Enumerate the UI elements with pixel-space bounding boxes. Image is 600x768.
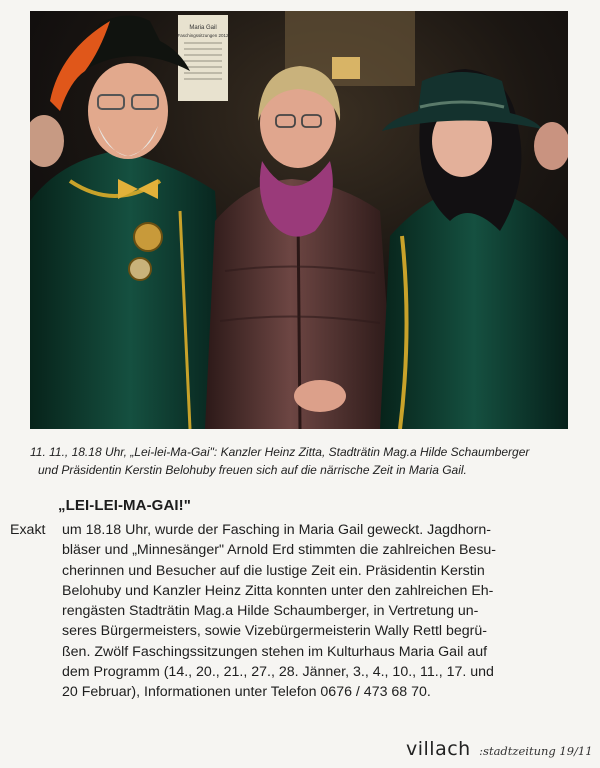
caption-line-2: und Präsidentin Kerstin Belohuby freuen sich auf die närrische Zeit in Maria Gail.	[38, 463, 467, 477]
article-line: bläser und „Minnesänger" Arnold Erd stimmten die zahlreichen Besu-	[62, 542, 497, 559]
article-first-word: Exakt	[10, 522, 46, 538]
article-body	[10, 520, 595, 703]
issue-label: :stadtzeitung 19/11	[479, 744, 593, 758]
background-lamp	[332, 57, 360, 79]
man-medal	[134, 223, 162, 251]
article-line-text: um 18.18 Uhr, wurde der Fasching in Maria Gail geweckt. Jagdhorn-	[62, 522, 491, 538]
woman-middle-hands	[294, 380, 346, 412]
article-line	[10, 520, 595, 540]
caption-line-1: 11. 11., 18.18 Uhr, „Lei-lei-Ma-Gai": Kanzler Heinz Zitta, Stadträtin Mag.a Hilde Schaumberger	[30, 445, 530, 459]
article-line: 20 Februar), Informationen unter Telefon 0676 / 473 68 70.	[62, 684, 431, 701]
photo-illustration	[30, 11, 568, 429]
man-medal-lower	[129, 258, 151, 280]
article-headline: „LEI-LEI-MA-GAI!"	[58, 497, 191, 514]
article-line: seres Bürgermeisters, sowie Vizebürgermeisterin Wally Rettl begrü-	[62, 623, 487, 640]
article-line: dem Programm (14., 20., 21., 27., 28. Jänner, 3., 4., 10., 11., 17. und	[62, 664, 494, 681]
article-line: rengästen Stadträtin Mag.a Hilde Schaumberger, in Vertretung un-	[62, 603, 479, 620]
publication-footer	[406, 738, 593, 760]
article-line: Belohuby und Kanzler Heinz Zitta konnten unter den zahlreichen Eh-	[62, 582, 494, 599]
event-photo	[30, 11, 568, 429]
man-face	[88, 63, 168, 159]
sign-text-1: Maria Gail	[189, 25, 217, 31]
photo-caption	[30, 443, 590, 479]
sign-text-2: Faschingssitzungen 2012	[177, 33, 229, 38]
article-line: cherinnen und Besucher auf die lustige Zeit ein. Präsidentin Kerstin	[62, 562, 485, 579]
article-line: ßen. Zwölf Faschingssitzungen stehen im Kulturhaus Maria Gail auf	[62, 643, 488, 660]
brand-logo: villach	[406, 738, 471, 760]
